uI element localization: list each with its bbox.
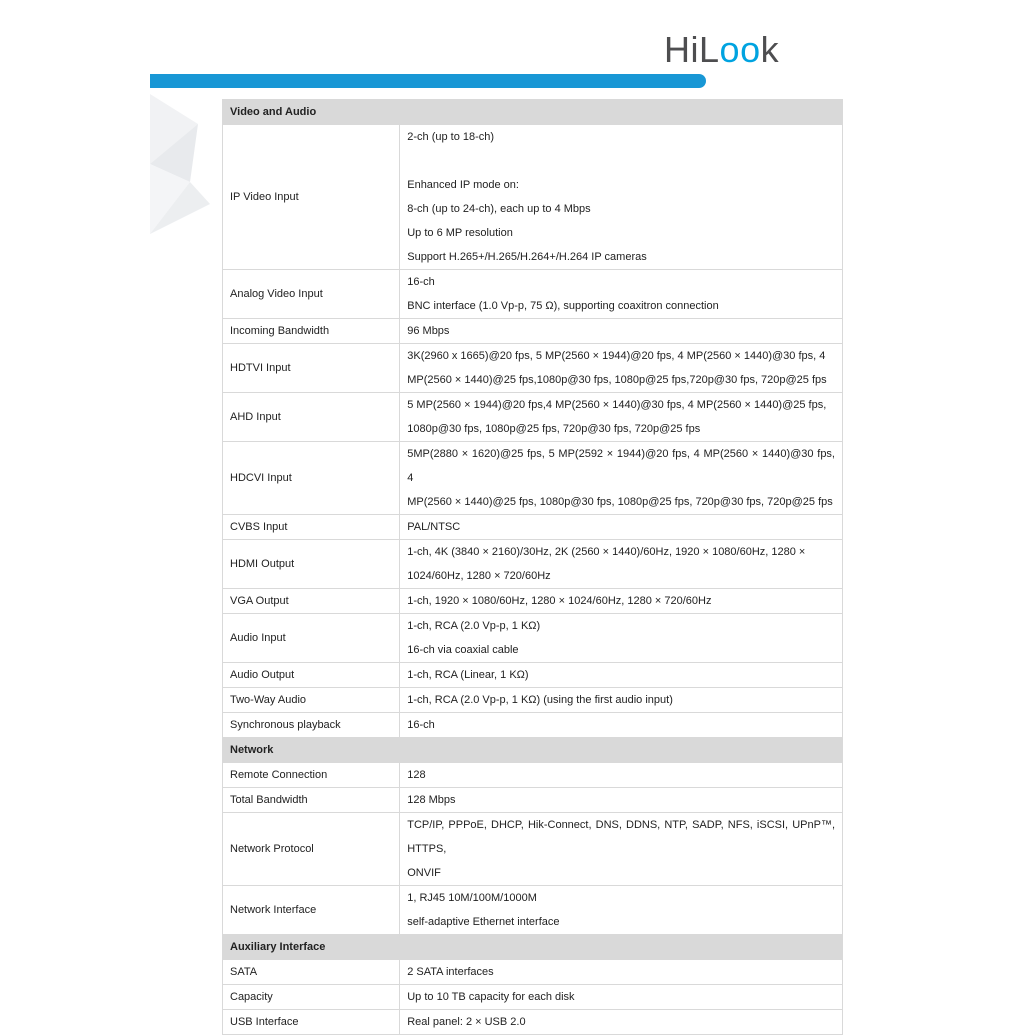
spec-label: USB Interface <box>223 1010 400 1035</box>
spec-label: Remote Connection <box>223 763 400 788</box>
spec-row <box>223 960 843 985</box>
spec-label: Total Bandwidth <box>223 788 400 813</box>
spec-value-line: self-adaptive Ethernet interface <box>407 916 560 928</box>
spec-value <box>400 344 843 393</box>
spec-value <box>400 125 843 270</box>
section-title: Video and Audio <box>223 100 843 125</box>
section-header-row <box>223 100 843 125</box>
spec-label: Network Protocol <box>223 813 400 886</box>
spec-row <box>223 589 843 614</box>
spec-label: IP Video Input <box>223 125 400 270</box>
spec-value <box>400 393 843 442</box>
spec-value-line: Real panel: 2 × USB 2.0 <box>407 1016 526 1028</box>
spec-value <box>400 663 843 688</box>
spec-value <box>400 614 843 663</box>
spec-value <box>400 985 843 1010</box>
spec-row <box>223 813 843 886</box>
spec-value <box>400 788 843 813</box>
section-header-row <box>223 738 843 763</box>
spec-label: Audio Output <box>223 663 400 688</box>
spec-label: HDMI Output <box>223 540 400 589</box>
spec-value-line: PAL/NTSC <box>407 521 461 533</box>
spec-value-line: BNC interface (1.0 Vp-p, 75 Ω), supporting coaxitron connection <box>407 300 719 312</box>
section-header-row <box>223 935 843 960</box>
spec-row <box>223 442 843 515</box>
spec-label: Synchronous playback <box>223 713 400 738</box>
spec-row <box>223 886 843 935</box>
spec-value-line: 1-ch, RCA (2.0 Vp-p, 1 KΩ) <box>407 620 541 632</box>
spec-label: SATA <box>223 960 400 985</box>
spec-value-line: Enhanced IP mode on: <box>407 179 519 191</box>
header-accent-bar <box>150 74 706 88</box>
spec-label: HDCVI Input <box>223 442 400 515</box>
spec-value <box>400 960 843 985</box>
spec-value-line: 1, RJ45 10M/100M/1000M <box>407 892 537 904</box>
spec-value <box>400 1010 843 1035</box>
spec-value-line: 96 Mbps <box>407 325 450 337</box>
spec-value-line: MP(2560 × 1440)@25 fps,1080p@30 fps, 1080p@25 fps,720p@30 fps, 720p@25 fps <box>407 374 827 386</box>
spec-row <box>223 1010 843 1035</box>
spec-row <box>223 515 843 540</box>
spec-row <box>223 125 843 270</box>
spec-label: CVBS Input <box>223 515 400 540</box>
spec-value-line: ONVIF <box>407 867 441 879</box>
spec-value-line: 128 Mbps <box>407 794 456 806</box>
spec-row <box>223 688 843 713</box>
spec-row <box>223 788 843 813</box>
spec-value-line: Support H.265+/H.265/H.264+/H.264 IP cameras <box>407 251 647 263</box>
spec-label: Audio Input <box>223 614 400 663</box>
hilook-logo: HiLook <box>664 29 780 70</box>
spec-row <box>223 985 843 1010</box>
spec-row <box>223 319 843 344</box>
spec-value-line: TCP/IP, PPPoE, DHCP, Hik-Connect, DNS, DDNS, NTP, SADP, NFS, iSCSI, UPnP™, HTTPS, <box>407 819 835 855</box>
spec-label: Capacity <box>223 985 400 1010</box>
spec-label: Two-Way Audio <box>223 688 400 713</box>
spec-value <box>400 515 843 540</box>
spec-label: HDTVI Input <box>223 344 400 393</box>
spec-value-line: Up to 6 MP resolution <box>407 227 513 239</box>
spec-value-line: 2 SATA interfaces <box>407 966 494 978</box>
spec-value-line: 1080p@30 fps, 1080p@25 fps, 720p@30 fps, 720p@25 fps <box>407 423 701 435</box>
spec-value-line: 128 <box>407 769 426 781</box>
spec-value-line: Up to 10 TB capacity for each disk <box>407 991 575 1003</box>
spec-value <box>400 763 843 788</box>
spec-value-line: 5 MP(2560 × 1944)@20 fps,4 MP(2560 × 1440)@30 fps, 4 MP(2560 × 1440)@25 fps, <box>407 399 827 411</box>
spec-row <box>223 713 843 738</box>
spec-table <box>222 99 843 1035</box>
spec-row <box>223 663 843 688</box>
spec-value <box>400 540 843 589</box>
spec-value <box>400 319 843 344</box>
spec-label: Incoming Bandwidth <box>223 319 400 344</box>
spec-value <box>400 688 843 713</box>
spec-value <box>400 442 843 515</box>
spec-value-line: MP(2560 × 1440)@25 fps, 1080p@30 fps, 1080p@25 fps, 720p@30 fps, 720p@25 fps <box>407 496 833 508</box>
spec-value-line: 8-ch (up to 24-ch), each up to 4 Mbps <box>407 203 591 215</box>
spec-value-line: 2-ch (up to 18-ch) <box>407 131 495 143</box>
spec-value-line: 1-ch, 1920 × 1080/60Hz, 1280 × 1024/60Hz, 1280 × 720/60Hz <box>407 595 712 607</box>
spec-value <box>400 713 843 738</box>
spec-value-line: 16-ch via coaxial cable <box>407 644 519 656</box>
spec-value-line: 16-ch <box>407 719 435 731</box>
section-title: Auxiliary Interface <box>223 935 843 960</box>
spec-label: Analog Video Input <box>223 270 400 319</box>
spec-value-line: 1024/60Hz, 1280 × 720/60Hz <box>407 570 551 582</box>
spec-value-line: 3K(2960 x 1665)@20 fps, 5 MP(2560 × 1944)@20 fps, 4 MP(2560 × 1440)@30 fps, 4 <box>407 350 826 362</box>
spec-value-line: 5MP(2880 × 1620)@25 fps, 5 MP(2592 × 1944)@20 fps, 4 MP(2560 × 1440)@30 fps, 4 <box>407 448 835 484</box>
spec-value <box>400 886 843 935</box>
spec-value-spacer <box>407 149 835 173</box>
spec-row <box>223 344 843 393</box>
spec-label: VGA Output <box>223 589 400 614</box>
spec-row <box>223 393 843 442</box>
watermark-graphic <box>150 94 230 234</box>
spec-value <box>400 270 843 319</box>
spec-row <box>223 270 843 319</box>
spec-value <box>400 589 843 614</box>
spec-label: AHD Input <box>223 393 400 442</box>
spec-value-line: 16-ch <box>407 276 435 288</box>
spec-row <box>223 540 843 589</box>
spec-row <box>223 763 843 788</box>
spec-value-line: 1-ch, RCA (Linear, 1 KΩ) <box>407 669 529 681</box>
spec-value-line: 1-ch, 4K (3840 × 2160)/30Hz, 2K (2560 × 1440)/60Hz, 1920 × 1080/60Hz, 1280 × <box>407 546 806 558</box>
spec-value-line: 1-ch, RCA (2.0 Vp-p, 1 KΩ) (using the first audio input) <box>407 694 673 706</box>
spec-value <box>400 813 843 886</box>
spec-row <box>223 614 843 663</box>
spec-label: Network Interface <box>223 886 400 935</box>
section-title: Network <box>223 738 843 763</box>
